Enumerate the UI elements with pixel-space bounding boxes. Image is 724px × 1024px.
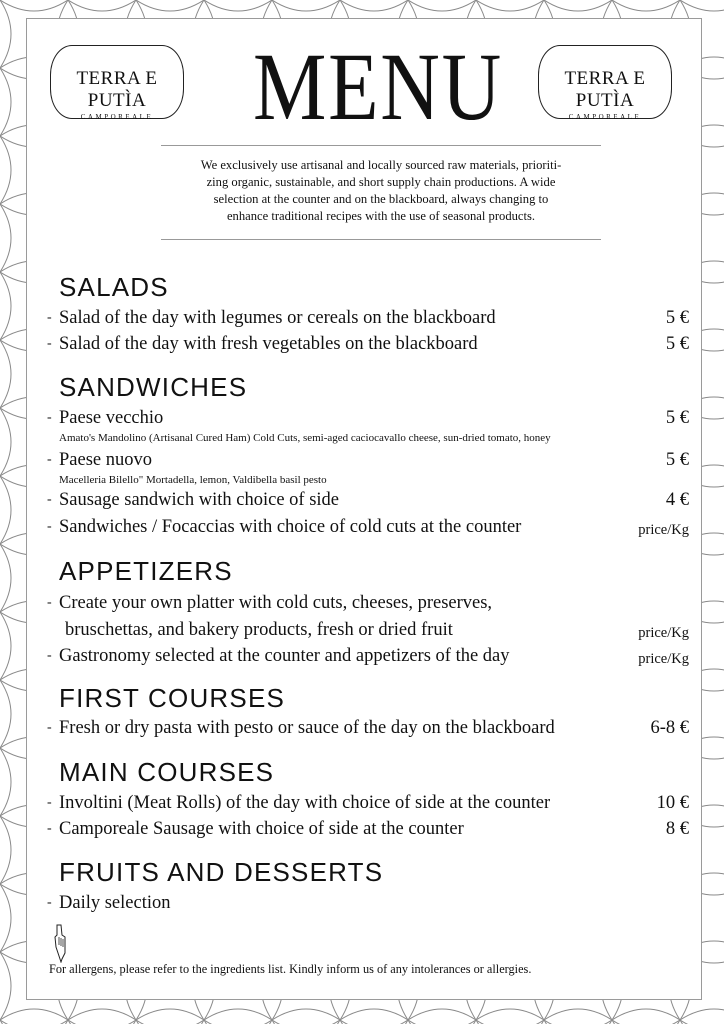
bullet: - [47, 595, 52, 610]
bullet: - [47, 821, 52, 836]
bullet: - [47, 519, 52, 534]
intro-line: enhance traditional recipes with the use of seasonal products. [226, 209, 536, 223]
item-name: Involtini (Meat Rolls) of the day with choice of side at the counter [59, 793, 551, 813]
item-price: 4 € [665, 490, 689, 510]
item-price: 10 € [656, 793, 689, 813]
bullet: - [47, 492, 52, 507]
item-name: Camporeale Sausage with choice of side at the counter [59, 819, 464, 839]
logo-subtitle: CAMPOREALE [80, 113, 154, 121]
pointing-hand-icon [51, 923, 71, 963]
logo-right [538, 45, 672, 119]
bullet: - [47, 648, 52, 663]
logo-name: TERRA E PUTÌA [76, 68, 158, 111]
item-price: 5 € [665, 450, 689, 470]
item-price: 8 € [665, 819, 689, 839]
item-name: Create your own platter with cold cuts, cheeses, preserves, [59, 593, 493, 613]
item-name: Paese nuovo [59, 450, 152, 470]
item-name-continued: bruschettas, and bakery products, fresh or dried fruit [65, 620, 453, 640]
logo-name: TERRA E PUTÌA [564, 68, 646, 111]
intro-line: We exclusively use artisanal and locally sourced raw materials, prioriti- [200, 158, 562, 172]
menu-panel [26, 18, 702, 1000]
section-title-first-courses: FIRST COURSES [59, 683, 286, 713]
item-price: price/Kg [638, 651, 689, 667]
intro-line: selection at the counter and on the blackboard, always changing to [213, 192, 549, 206]
bullet: - [47, 795, 52, 810]
bullet: - [47, 452, 52, 467]
menu-item [47, 592, 695, 642]
item-description: Amato's Mandolino (Artisanal Cured Ham) Cold Cuts, semi-aged caciocavallo cheese, sun-dried tomato, honey [59, 432, 551, 444]
section-title-salads: SALADS [59, 272, 169, 302]
bullet: - [47, 410, 52, 425]
item-name: Salad of the day with legumes or cereals on the blackboard [59, 308, 496, 328]
divider-bottom [161, 239, 601, 240]
section-title-main-courses: MAIN COURSES [59, 757, 275, 787]
intro-line: zing organic, sustainable, and short supply chain productions. A wide [206, 175, 556, 189]
logo-subtitle: CAMPOREALE [568, 113, 642, 121]
item-description: Macelleria Bilello" Mortadella, lemon, Valdibella basil pesto [59, 474, 327, 486]
bullet: - [47, 895, 52, 910]
bullet: - [47, 720, 52, 735]
item-name: Gastronomy selected at the counter and appetizers of the day [59, 646, 510, 666]
item-name: Sandwiches / Focaccias with choice of cold cuts at the counter [59, 517, 522, 537]
item-price: 5 € [665, 308, 689, 328]
section-title-appetizers: APPETIZERS [59, 556, 233, 586]
item-price: 5 € [665, 408, 689, 428]
page-title: MENU [253, 33, 503, 140]
section-title-sandwiches: SANDWICHES [59, 372, 248, 402]
item-name: Fresh or dry pasta with pesto or sauce of the day on the blackboard [59, 718, 555, 738]
item-name: Paese vecchio [59, 408, 164, 428]
item-price: price/Kg [638, 522, 689, 538]
item-price: 6-8 € [650, 718, 689, 738]
item-name: Sausage sandwich with choice of side [59, 490, 339, 510]
divider-top [161, 145, 601, 146]
allergen-note: For allergens, please refer to the ingredients list. Kindly inform us of any intolerances or allergies. [49, 962, 532, 976]
bullet: - [47, 336, 52, 351]
section-title-desserts: FRUITS AND DESSERTS [59, 857, 384, 887]
bullet: - [47, 310, 52, 325]
item-name: Salad of the day with fresh vegetables on the blackboard [59, 334, 478, 354]
item-price: price/Kg [638, 625, 689, 641]
item-price: 5 € [665, 334, 689, 354]
item-name: Daily selection [59, 893, 171, 913]
logo-left [50, 45, 184, 119]
intro-text [161, 157, 601, 225]
